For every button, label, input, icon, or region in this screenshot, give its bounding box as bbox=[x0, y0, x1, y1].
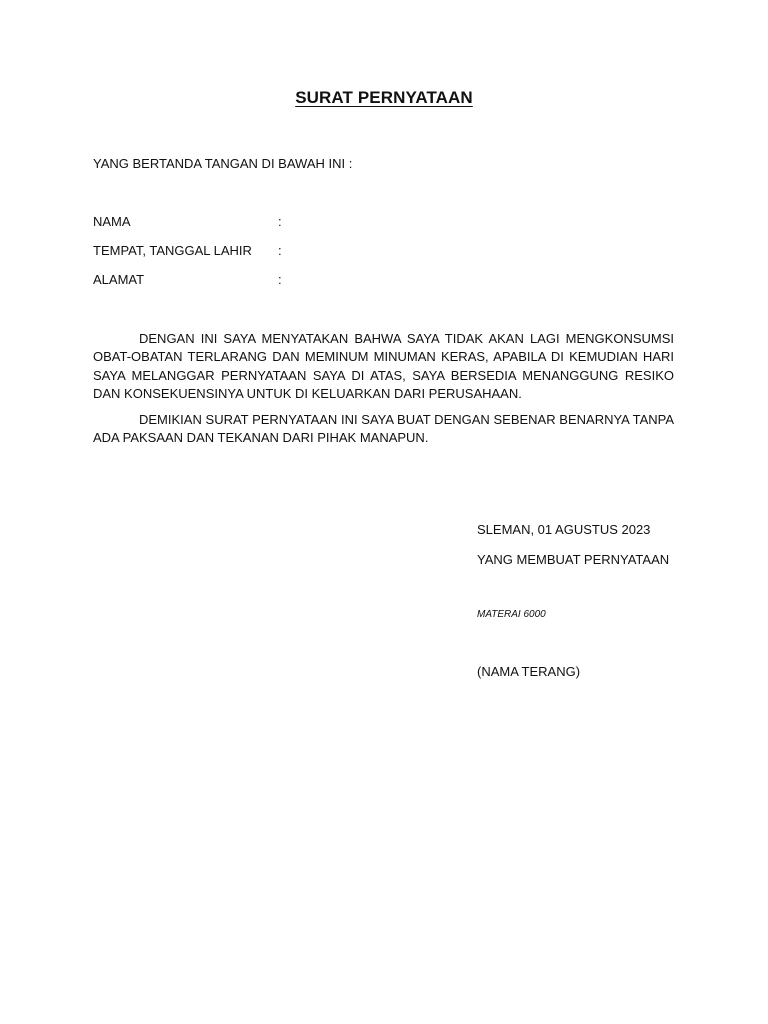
stamp-duty-label: MATERAI 6000 bbox=[477, 609, 546, 620]
document-title: SURAT PERNYATAAN bbox=[295, 88, 473, 107]
closing-paragraph: DEMIKIAN SURAT PERNYATAAN INI SAYA BUAT DENGAN SEBENAR BENARNYA TANPA ADA PAKSAAN DAN TEKANAN DARI PIHAK MANAPUN. bbox=[93, 412, 674, 446]
signer-role: YANG MEMBUAT PERNYATAAN bbox=[477, 552, 670, 567]
place-date: SLEMAN, 01 AGUSTUS 2023 bbox=[477, 522, 651, 537]
field-separator: : bbox=[278, 243, 282, 258]
signer-name-placeholder: (NAMA TERANG) bbox=[477, 664, 581, 679]
field-label-nama: NAMA bbox=[93, 214, 131, 229]
statement-body bbox=[93, 330, 674, 456]
intro-statement: YANG BERTANDA TANGAN DI BAWAH INI : bbox=[93, 156, 353, 171]
field-label-alamat: ALAMAT bbox=[93, 272, 145, 287]
field-separator: : bbox=[278, 214, 282, 229]
statement-paragraph: DENGAN INI SAYA MENYATAKAN BAHWA SAYA TIDAK AKAN LAGI MENGKONSUMSI OBAT-OBATAN TERLARANG DAN MEMINUM MINUMAN KERAS, APABILA DI KEMUDIAN HARI SAYA MELANGGAR PERNYATAAN SAYA DI ATAS, SAYA BERSEDIA MENANGGUNG RESIKO DAN KONSEKUENSINYA UNTUK DI KELUARKAN DARI PERUSAHAAN. bbox=[93, 331, 674, 401]
field-separator: : bbox=[278, 272, 282, 287]
field-label-tempat-tanggal-lahir: TEMPAT, TANGGAL LAHIR bbox=[93, 243, 252, 258]
